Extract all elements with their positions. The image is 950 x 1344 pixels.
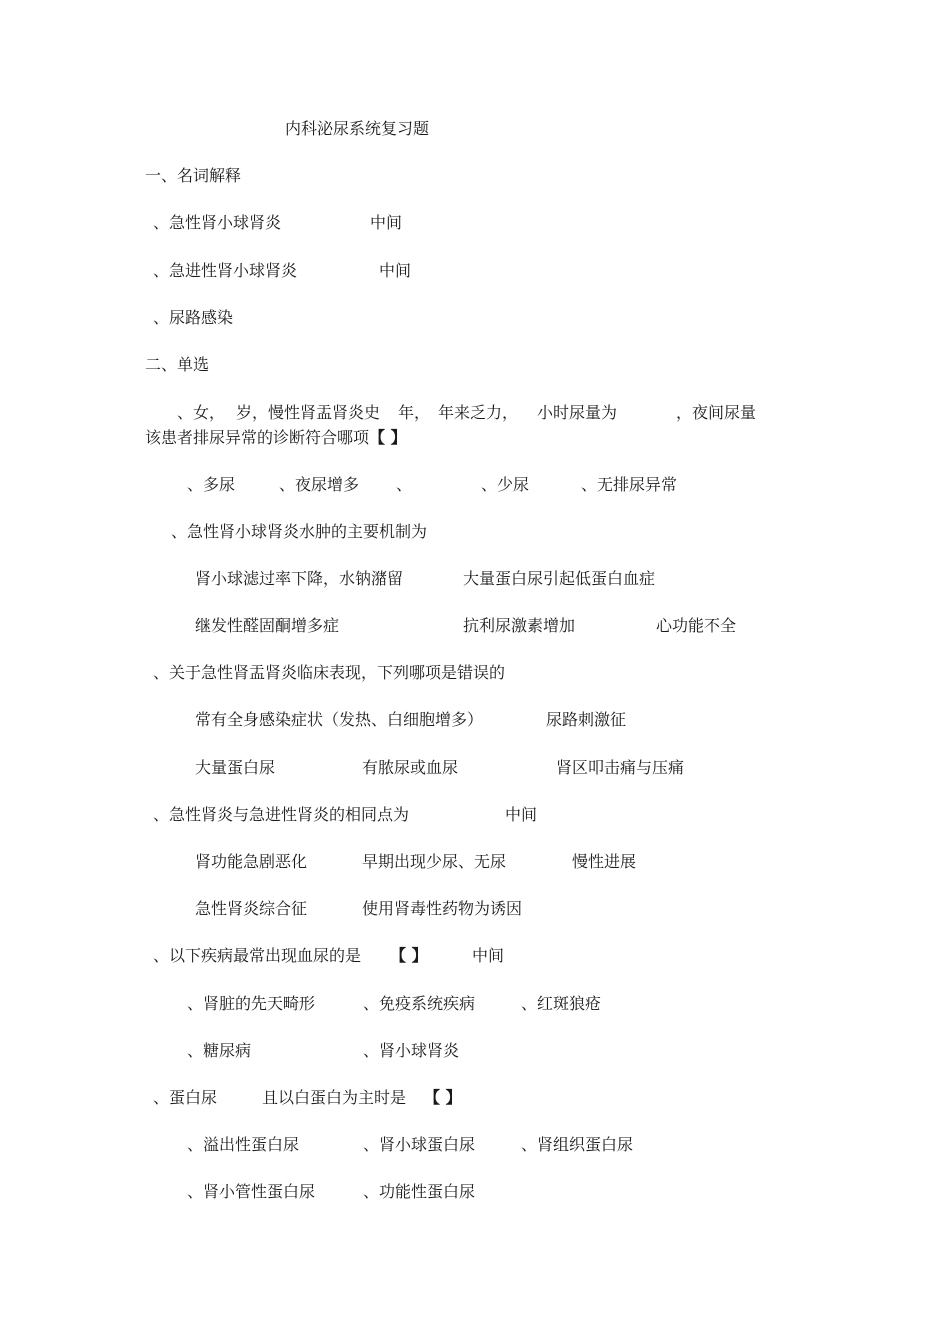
option-item: 、糖尿病 — [187, 1041, 252, 1060]
option-item: 、红斑狼疮 — [521, 994, 602, 1013]
option-item: 、 — [396, 475, 413, 494]
option-item: 继发性醛固酮增多症 — [195, 616, 340, 635]
option-item: 、功能性蛋白尿 — [363, 1182, 476, 1201]
question-stem-fragment: 年， — [398, 403, 431, 422]
question-stem-fragment: ，夜间尿量 — [676, 403, 757, 422]
section-heading-terms: 一、名词解释 — [145, 166, 242, 185]
option-item: 、无排尿异常 — [581, 475, 678, 494]
question-stem: 、关于急性肾盂肾炎临床表现，下列哪项是错误的 — [153, 663, 506, 682]
option-item: 慢性进展 — [572, 852, 637, 871]
question-stem-line2 — [145, 428, 407, 448]
option-item: 、肾小球肾炎 — [363, 1041, 460, 1060]
question-stem-fragment: 岁，慢性肾盂肾炎史 — [236, 403, 381, 422]
option-item: 尿路刺激征 — [546, 710, 627, 729]
option-item: 早期出现少尿、无尿 — [362, 852, 507, 871]
answer-bracket: 【 】 — [390, 946, 428, 965]
option-item: 肾区叩击痛与压痛 — [556, 758, 685, 777]
page-title: 内科泌尿系统复习题 — [285, 119, 430, 138]
question-stem-text: 、以下疾病最常出现血尿的是 — [153, 946, 362, 965]
question-stem: 、急性肾炎与急进性肾炎的相同点为 — [153, 805, 410, 824]
option-item: 常有全身感染症状（发热、白细胞增多） — [195, 710, 484, 729]
option-item: 使用肾毒性药物为诱因 — [362, 899, 523, 918]
answer-bracket: 【 】 — [369, 428, 407, 447]
option-item: 、肾小管性蛋白尿 — [187, 1182, 316, 1201]
option-item: 抗利尿激素增加 — [463, 616, 576, 635]
option-item: 、夜尿增多 — [279, 475, 360, 494]
option-item: 有脓尿或血尿 — [362, 758, 459, 777]
option-item: 急性肾炎综合征 — [195, 899, 308, 918]
question-stem — [153, 946, 361, 966]
question-stem: 、急性肾小球肾炎水肿的主要机制为 — [171, 522, 428, 541]
option-item: 、肾脏的先天畸形 — [187, 994, 316, 1013]
option-item: 、免疫系统疾病 — [363, 994, 476, 1013]
difficulty-label: 中间 — [379, 261, 412, 280]
question-stem-fragment: 、女， — [177, 403, 226, 422]
difficulty-label: 中间 — [505, 805, 538, 824]
question-stem-fragment: 、蛋白尿 — [153, 1088, 218, 1107]
difficulty-label: 中间 — [472, 946, 505, 965]
answer-bracket: 【 】 — [424, 1088, 462, 1107]
option-item: 、少尿 — [481, 475, 530, 494]
question-stem-fragment: 小时尿量为 — [537, 403, 618, 422]
option-item: 肾小球滤过率下降，水钠潴留 — [195, 569, 404, 588]
term-item: 、急进性肾小球肾炎 — [153, 261, 298, 280]
term-item: 、急性肾小球肾炎 — [153, 213, 282, 232]
question-stem-fragment: 年来乏力， — [438, 403, 519, 422]
option-item: 肾功能急剧恶化 — [195, 852, 308, 871]
option-item: 大量蛋白尿 — [195, 758, 276, 777]
option-item: 、肾组织蛋白尿 — [521, 1135, 634, 1154]
option-item: 、溢出性蛋白尿 — [187, 1135, 300, 1154]
section-heading-single-choice: 二、单选 — [145, 355, 210, 374]
option-item: 心功能不全 — [656, 616, 737, 635]
question-stem-fragment: 且以白蛋白为主时是 — [262, 1088, 407, 1107]
term-item: 、尿路感染 — [153, 308, 234, 327]
option-item: 、多尿 — [187, 475, 236, 494]
question-stem-text: 该患者排尿异常的诊断符合哪项 — [145, 428, 370, 447]
option-item: 、肾小球蛋白尿 — [363, 1135, 476, 1154]
option-item: 大量蛋白尿引起低蛋白血症 — [463, 569, 656, 588]
difficulty-label: 中间 — [370, 213, 403, 232]
